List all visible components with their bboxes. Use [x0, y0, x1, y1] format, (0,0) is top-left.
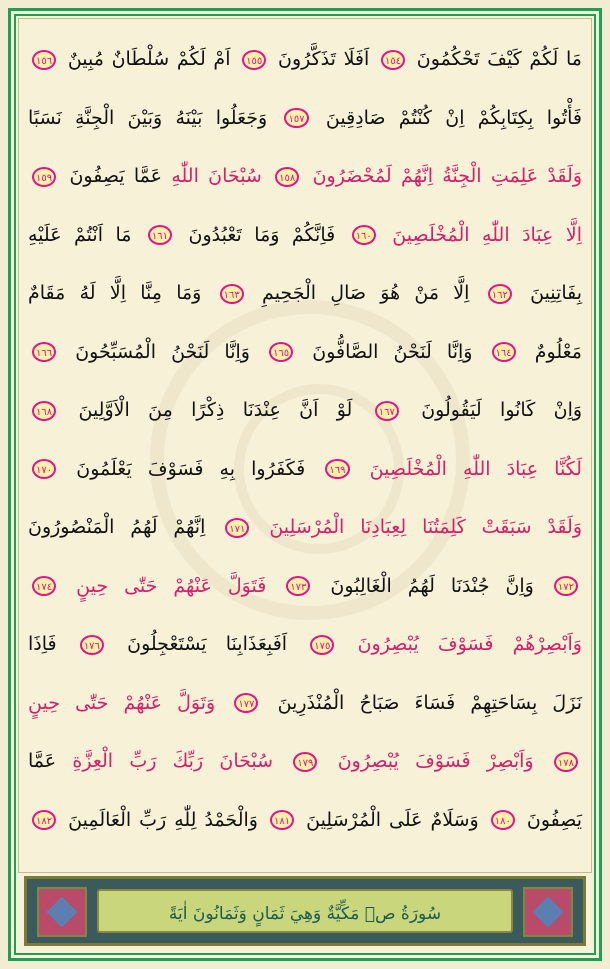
verse-text: مَا لَكُمْ كَيْفَ تَحْكُمُونَ [416, 48, 582, 70]
verse-text: نَزَلَ بِسَاحَتِهِمْ فَسَاءَ صَبَاحُ الْمُنْذَرِينَ [277, 691, 582, 714]
ayah-number-marker: ١٧٢ [554, 576, 578, 596]
verse-text: وَتَوَلَّ عَنْهُمْ حَتّٰى حِينٍ [28, 691, 216, 714]
ornament-right-icon [523, 887, 573, 937]
text-line [22, 30, 588, 89]
verse-text: وَاِنْ كَانُوا لَيَقُولُونَ [421, 399, 583, 421]
text-line [22, 440, 588, 499]
verse-text: وَاِنَّا لَنَحْنُ الْمُسَبِّحُونَ [75, 340, 250, 363]
verse-text: وَاِنَّ جُنْدَنَا لَهُمُ الْغَالِبُونَ [330, 574, 534, 597]
ayah-number-marker: ١٥٤ [381, 50, 405, 70]
ayah-number-marker: ١٦٤ [492, 342, 516, 362]
verse-text: فَاِذَا [28, 633, 57, 655]
verse-text: وَلَقَدْ سَبَقَتْ كَلِمَتُنَا لِعِبَادِنَا الْمُرْسَلِينَ [269, 516, 582, 538]
text-line [22, 732, 588, 791]
verse-text: اَفَبِعَذَابِنَا يَسْتَعْجِلُونَ [127, 633, 288, 655]
ayah-number-marker: ١٦٠ [352, 225, 376, 245]
verse-text: اَفَلَا تَذَكَّرُونَ [277, 48, 370, 70]
ayah-number-marker: ١٨٢ [32, 810, 56, 830]
verse-text: فَكَفَرُوا بِهِ فَسَوْفَ يَعْلَمُونَ [76, 457, 306, 480]
verse-text: اِلَّا مَنْ هُوَ صَالِ الْجَحِيمِ [262, 282, 470, 304]
ayah-number-marker: ١٥٦ [32, 50, 56, 70]
ayah-number-marker: ١٨٠ [491, 810, 515, 830]
verse-text: سُبْحَانَ اللّٰهِ [171, 165, 262, 187]
ayah-number-marker: ١٨١ [270, 810, 294, 830]
ayah-number-marker: ١٥٩ [32, 167, 56, 187]
verse-text: وَاَبْصِرْ فَسَوْفَ يُبْصِرُونَ [337, 750, 534, 772]
verse-text: فَأْتُوا بِكِتَابِكُمْ اِنْ كُنْتُمْ صَادِقِينَ [325, 106, 582, 129]
text-line [22, 323, 588, 382]
verse-text: اِلَّا عِبَادَ اللّٰهِ الْمُخْلَصِينَ [392, 223, 582, 246]
ayah-number-marker: ١٦٩ [325, 459, 349, 479]
quran-text-block [22, 30, 588, 849]
ayah-number-marker: ١٦٢ [488, 284, 512, 304]
verse-text: وَلَقَدْ عَلِمَتِ الْجِنَّةُ اِنَّهُمْ لَمُحْضَرُونَ [312, 165, 582, 187]
verse-text: اَمْ لَكُمْ سُلْطَانٌ مُبِينٌ [67, 48, 231, 70]
ayah-number-marker: ١٦٥ [269, 342, 293, 362]
ayah-number-marker: ١٦٨ [32, 401, 56, 421]
surah-title-band [97, 889, 513, 933]
text-line [22, 89, 588, 148]
ayah-number-marker: ١٧٣ [286, 576, 310, 596]
verse-text: لَوْ اَنَّ عِنْدَنَا ذِكْرًا مِنَ الْاَوَّلِينَ [78, 399, 353, 421]
text-line [22, 674, 588, 733]
text-line [22, 206, 588, 265]
ayah-number-marker: ١٧٨ [554, 752, 578, 772]
text-line [22, 498, 588, 557]
surah-title: سُورَةُ صۤ مَكِّيَّةٌ وَهِيَ ثَمَانٍ وَثَمَانُونَ اٰيَةً [168, 904, 442, 924]
surah-footer [24, 876, 586, 946]
ayah-number-marker: ١٧٩ [293, 752, 317, 772]
ayah-number-marker: ١٥٥ [242, 50, 266, 70]
ayah-number-marker: ١٦٣ [220, 284, 244, 304]
verse-text: سُبْحَانَ رَبِّكَ رَبِّ الْعِزَّةِ [72, 750, 274, 772]
text-line [22, 264, 588, 323]
text-line [22, 381, 588, 440]
ayah-number-marker: ١٥٧ [284, 108, 308, 128]
ayah-number-marker: ١٧٧ [234, 693, 258, 713]
verse-text: مَا اَنْتُمْ عَلَيْهِ [28, 223, 132, 246]
verse-text: اِنَّهُمْ لَهُمُ الْمَنْصُورُونَ [28, 516, 206, 538]
verse-text: فَتَوَلَّ عَنْهُمْ حَتّٰى حِينٍ [76, 574, 267, 597]
verse-text: عَمَّا يَصِفُونَ [69, 165, 163, 187]
ayah-number-marker: ١٧١ [225, 518, 249, 538]
verse-text: فَاِنَّكُمْ وَمَا تَعْبُدُونَ [188, 223, 336, 246]
ayah-number-marker: ١٥٨ [275, 167, 299, 187]
text-line [22, 557, 588, 616]
ayah-number-marker: ١٦٦ [32, 342, 56, 362]
ayah-number-marker: ١٧٤ [32, 576, 56, 596]
text-line [22, 791, 588, 850]
text-line [22, 147, 588, 206]
ayah-number-marker: ١٧٦ [80, 635, 104, 655]
verse-text: وَاِنَّا لَنَحْنُ الصَّافُّونَ [312, 340, 473, 363]
verse-text: وَاَبْصِرْهُمْ فَسَوْفَ يُبْصِرُونَ [357, 633, 582, 655]
verse-text: وَالْحَمْدُ لِلّٰهِ رَبِّ الْعَالَمِينَ [68, 808, 258, 831]
ayah-number-marker: ١٧٥ [310, 635, 334, 655]
ayah-number-marker: ١٦١ [148, 225, 172, 245]
ayah-number-marker: ١٦٧ [375, 401, 399, 421]
verse-text: عَمَّا [28, 750, 57, 772]
text-line [22, 615, 588, 674]
verse-text: وَمَا مِنَّا اِلَّا لَهُ مَقَامٌ [28, 282, 202, 304]
verse-text: وَسَلَامٌ عَلَى الْمُرْسَلِينَ [306, 808, 479, 831]
verse-text: مَعْلُومٌ [534, 340, 582, 363]
verse-text: لَكُنَّا عِبَادَ اللّٰهِ الْمُخْلَصِينَ [369, 457, 582, 480]
verse-text: يَصِفُونَ [526, 808, 583, 831]
ornament-left-icon [37, 887, 87, 937]
verse-text: بِفَاتِنِينَ [530, 282, 583, 304]
ayah-number-marker: ١٧٠ [32, 459, 56, 479]
verse-text: وَجَعَلُوا بَيْنَهُ وَبَيْنَ الْجِنَّةِ نَسَبًا [28, 106, 268, 129]
